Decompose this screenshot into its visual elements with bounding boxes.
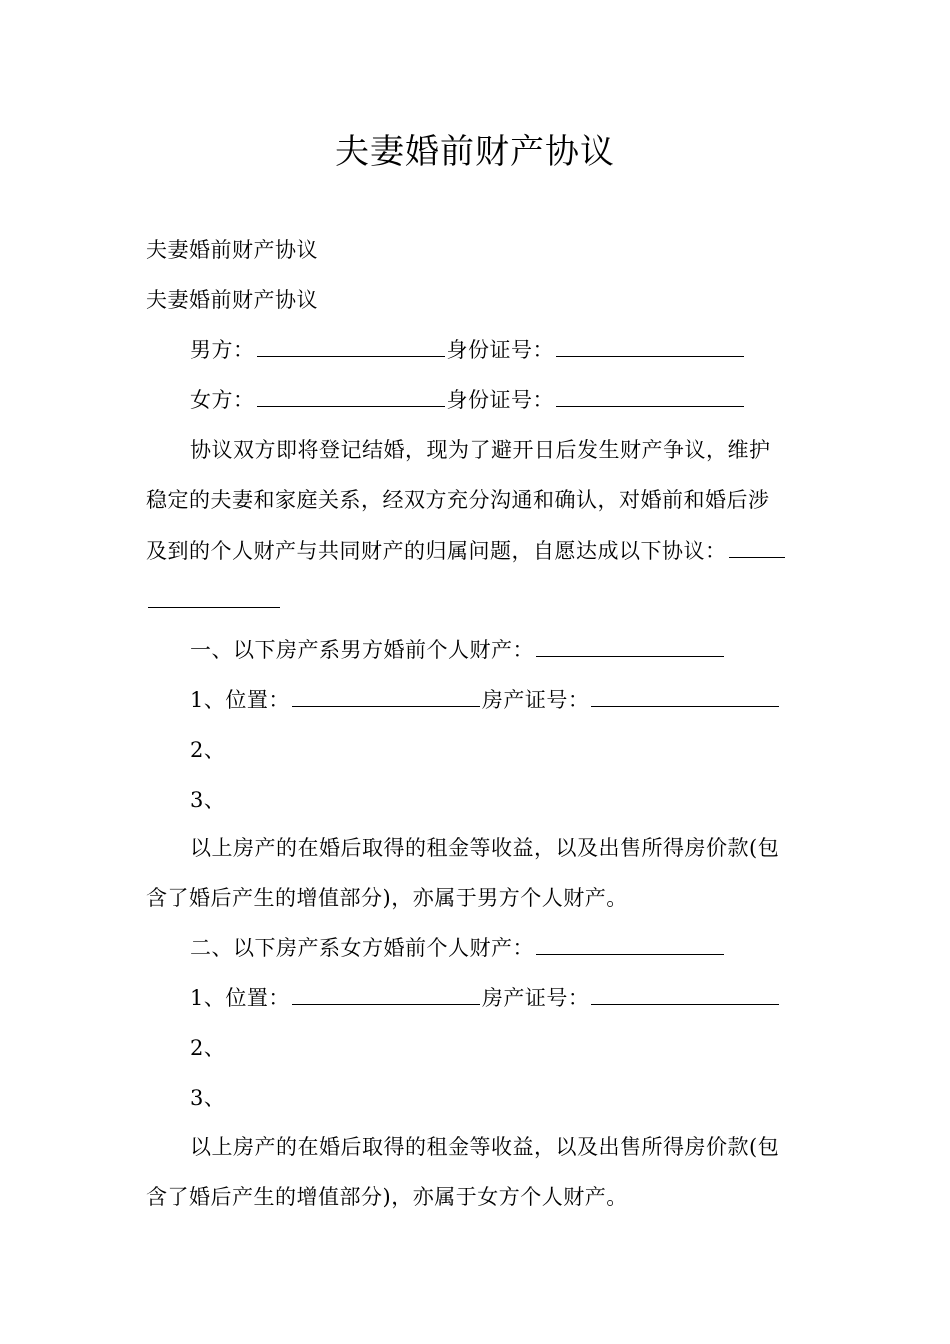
section2-heading-blank[interactable] [536, 936, 724, 955]
section2-note-line-1: 以上房产的在婚后取得的租金等收益，以及出售所得房价款(包 [190, 1135, 780, 1159]
section2-location-label: 1、位置： [190, 986, 290, 1010]
intro-line-1: 协议双方即将登记结婚，现为了避开日后发生财产争议，维护 [190, 438, 771, 462]
intro-line-3-text: 及到的个人财产与共同财产的归属问题，自愿达成以下协议： [146, 539, 727, 563]
section2-cert-blank[interactable] [591, 986, 779, 1005]
section1-item3: 3、 [190, 788, 226, 812]
section2-heading-text: 二、以下房产系女方婚前个人财产： [190, 936, 534, 960]
subtitle-line-1: 夫妻婚前财产协议 [146, 238, 318, 262]
female-party-line [190, 385, 746, 415]
section1-note-line-2: 含了婚后产生的增值部分)，亦属于男方个人财产。 [146, 886, 628, 910]
section2-item2: 2、 [190, 1036, 226, 1060]
male-id-label: 身份证号： [446, 338, 554, 362]
male-label: 男方： [190, 338, 255, 362]
intro-line-2: 稳定的夫妻和家庭关系，经双方充分沟通和确认，对婚前和婚后涉 [146, 488, 770, 512]
section2-note-line-2: 含了婚后产生的增值部分)，亦属于女方个人财产。 [146, 1185, 628, 1209]
section1-cert-label: 房产证号： [481, 688, 590, 712]
section1-note-line-1: 以上房产的在婚后取得的租金等收益，以及出售所得房价款(包 [190, 836, 780, 860]
intro-blank-2[interactable] [148, 589, 280, 608]
section2-item1 [190, 983, 781, 1013]
male-id-blank[interactable] [556, 338, 744, 357]
female-id-label: 身份证号： [446, 388, 554, 412]
male-name-blank[interactable] [257, 338, 445, 357]
section1-item2: 2、 [190, 738, 226, 762]
section1-item1 [190, 685, 781, 715]
section2-cert-label: 房产证号： [481, 986, 590, 1010]
section1-location-label: 1、位置： [190, 688, 290, 712]
male-party-line [190, 335, 746, 365]
section1-heading-blank[interactable] [536, 638, 724, 657]
intro-blank-1[interactable] [729, 539, 785, 558]
intro-line-3 [146, 536, 787, 566]
female-name-blank[interactable] [257, 388, 445, 407]
section2-location-blank[interactable] [292, 986, 480, 1005]
subtitle-line-2: 夫妻婚前财产协议 [146, 288, 318, 312]
intro-line-4 [146, 586, 282, 616]
female-label: 女方： [190, 388, 255, 412]
section1-heading-text: 一、以下房产系男方婚前个人财产： [190, 638, 534, 662]
section1-location-blank[interactable] [292, 688, 480, 707]
document-title: 夫妻婚前财产协议 [335, 132, 615, 172]
section1-heading [190, 635, 726, 665]
section2-heading [190, 933, 726, 963]
female-id-blank[interactable] [556, 388, 744, 407]
section2-item3: 3、 [190, 1086, 226, 1110]
section1-cert-blank[interactable] [591, 688, 779, 707]
